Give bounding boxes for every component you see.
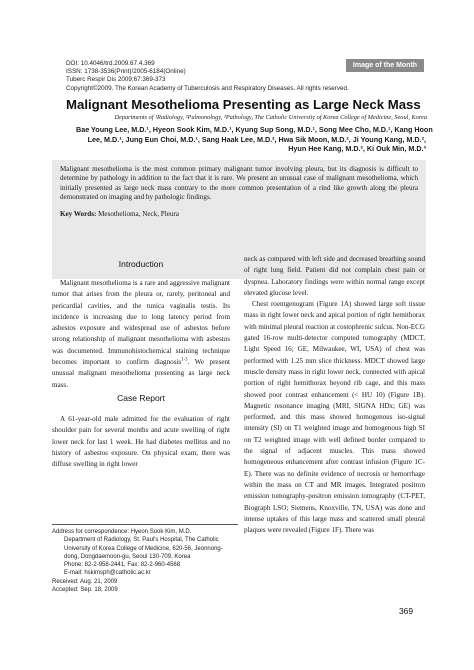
abstract-text: Malignant mesothelioma is the most common primary malignant tumor involving pleura, but its diagnosis is difficult to determine by pathology in addition to the fact that it is rare. We present an unusual case of malignant mesothelioma, which initially presented as large neck mass contrary to the more common presentation of a rind like growth along the pleura demonstrated on imaging and by pathologic findings.: [60, 165, 418, 202]
correspondence-block: [52, 524, 238, 594]
intro-end: . We present unusual malignant mesothelioma presenting as large neck mass.: [52, 358, 231, 389]
doi: DOI: 10.4046/trd.2009.67.4.369: [66, 60, 155, 67]
page-number: 369: [399, 606, 413, 616]
article-meta: [66, 60, 349, 93]
introduction-heading: Introduction: [118, 259, 164, 269]
author-line: Lee, M.D.¹, Jung Eun Choi, M.D.¹, Sang Haak Lee, M.D.², Hwa Sik Moon, M.D.², Ji Young Kang, M.D.²,: [87, 134, 426, 144]
correspondence-line: University of Korea College of Medicine, 620-56, Jeonnong-: [64, 545, 223, 552]
copyright: Copyright©2009. The Korean Academy of Tuberculosis and Respiratory Diseases. All rights reserved.: [66, 84, 349, 92]
case-report-heading: Case Report: [117, 393, 165, 403]
issn: ISSN: 1738-3536(Print)/2005-6184(Online): [66, 68, 186, 76]
section-badge: Image of the Month: [346, 59, 424, 72]
correspondence-line: Department of Radiology, St. Paul's Hospital, The Catholic: [64, 537, 219, 544]
keywords-list: Mesothelioma, Neck, Pleura: [98, 209, 179, 218]
affiliation: Departments of ¹Radiology, ²Pulmonology, ³Pathology, The Catholic University of Korea College of Medicine, Seoul, Korea: [114, 114, 427, 121]
author-line: Hyun Hee Kang, M.D.², Ki Ouk Min, M.D.³: [288, 144, 426, 154]
intro-ref: 1-3: [181, 357, 188, 363]
correspondence-line: dong, Dongdaemoon-gu, Seoul 130-709, Korea: [64, 553, 191, 560]
author-list: [76, 125, 433, 154]
article-title: Malignant Mesothelioma Presenting as Large Neck Mass: [66, 97, 421, 112]
case-paragraph: A 61-year-old male admitted for the evaluation of right shoulder pain for several months and acute swelling of right lower neck for last 1 week. He had diabetes mellitus and no history of asbestos exposure. On physical exam, there was diffuse swelling in right lower: [52, 415, 230, 469]
correspondence-line: E-mail: hskimsph@catholic.ac.kr: [64, 570, 151, 577]
citation: Tuberc Respir Dis 2009;67:369-373: [66, 76, 166, 84]
right-paragraph-1: neck as compared with left side and decreased breathing sound of right lung field. Patient did not complain chest pain or dyspnea. Laboratory findings were within normal range except elevated glucose level.: [244, 255, 425, 297]
keywords: [60, 210, 418, 219]
author-line: Bae Young Lee, M.D.¹, Hyeon Sook Kim, M.D.¹, Kyung Sup Song, M.D.¹, Song Mee Cho, M.D.¹, Kang Hoon: [76, 125, 433, 134]
accepted-date: Accepted: Sep. 18, 2009: [52, 587, 118, 594]
received-date: Received: Aug. 21, 2009: [52, 578, 118, 585]
left-column: [52, 278, 230, 391]
intro-text: Malignant mesothelioma is a rare and aggressive malignant tumor that arises from the pleura or, rarely, peritoneal and pericardial cavities, and the tunica vaginalis testis. Its incidence is increasing due to long latency period from asbestos exposure and widespread use of asbestos before strong relationship of malignant mesothelioma with asbestos was documented. Immunohistochemical staining technique becomes important to confirm diagnosis: [52, 279, 230, 367]
keywords-label: Key Words:: [60, 209, 97, 218]
case-column: [52, 414, 230, 470]
correspondence-line: Phone: 82-2-958-2441, Fax: 82-2-960-4568: [64, 562, 181, 569]
introduction-paragraph: [52, 278, 230, 391]
right-paragraph-2: Chest roentgenogram (Figure 1A) showed large soft tissue mass in right lower neck and apical portion of right hemithorax with minimal pleural reaction at costophrenic sulcus. Non-ECG gated 16-row multi-detector computed tomography (MDCT, Light Speed 16; GE, Milwaukee, WI, USA) of chest was performed with 1.25 mm slice thickness. MDCT showed large muscle density mass in right lower neck, connected with apical portion of right hemithorax beyond rib cage, and this mass showed poor contrast enhancement (< HU 10) (Figure 1B). Magnetic resonance imaging (MRI, SIGNA HDx; GE) was performed, and this mass showed homogenous iso-signal intensity (SI) on T1 weighted image and homogenous high SI on T2 weighted image with well defined border compared to the signal of adjacent muscles. This mass showed homogeneous enhancement after contrast infusion (Figure 1C-E). There was no definite evidence of necrosis or hemorrhage within the mass on CT and MR images. Integrated positron emission tomography-positron emission tomography (CT-PET, Biograph LSO; Siemens, Knoxville, TN, USA) was done and intense uptakes of this large mass and scattered small pleural plaques were revealed (Figure 1F). There was: [244, 300, 425, 535]
right-column: [244, 254, 425, 536]
correspondence-line: Address for correspondence: Hyeon Sook Kim, M.D.: [52, 529, 192, 535]
